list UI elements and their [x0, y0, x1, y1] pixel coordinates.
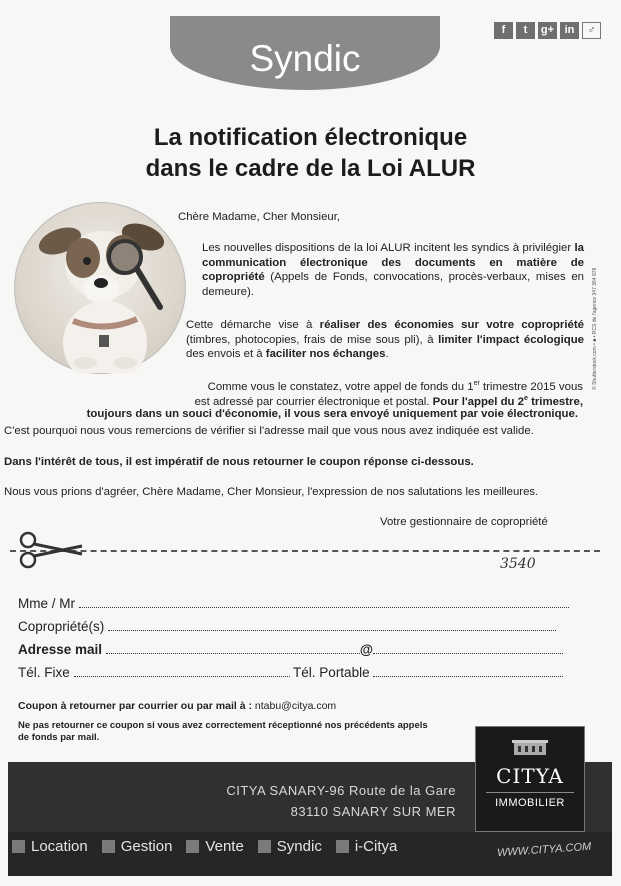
nav-location[interactable]: [12, 838, 88, 855]
nav-i-citya[interactable]: [336, 838, 398, 855]
p3-a2: trimestre 2015 vous: [479, 380, 583, 393]
greeting: Chère Madame, Cher Monsieur,: [178, 211, 341, 223]
cut-line: [10, 550, 600, 552]
logo-name: CITYA: [496, 764, 564, 788]
nav-i-citya-label: i-Citya: [354, 838, 398, 855]
p2-b-bold: limiter l'impact: [438, 333, 520, 346]
field-tel-fixe-label: Tél. Fixe: [18, 665, 70, 680]
signature: Votre gestionnaire de copropriété: [380, 516, 548, 528]
p1-line-a: Les nouvelles dispositions de la loi ALUR incitent les syndics à privilégier: [202, 242, 572, 254]
footer-nav: [12, 838, 397, 855]
p3-b-bold2: trimestre,: [527, 395, 583, 408]
field-tel-row[interactable]: [18, 665, 563, 680]
field-copro-row[interactable]: [18, 619, 556, 634]
field-email-row[interactable]: [18, 642, 563, 657]
viadeo-icon[interactable]: ♂: [582, 22, 601, 39]
field-email-line-right[interactable]: [373, 642, 563, 654]
google-plus-icon[interactable]: g+: [538, 22, 557, 39]
field-copro-label: Copropriété(s): [18, 619, 105, 634]
website-link[interactable]: WWW.CITYA.COM: [496, 840, 592, 860]
paragraph-1: [202, 241, 584, 299]
syndic-header-tab: [170, 16, 440, 90]
title-line-1: La notification électronique: [153, 124, 468, 151]
nav-syndic-label: Syndic: [276, 838, 322, 855]
field-name-line[interactable]: [79, 596, 569, 608]
nav-gestion[interactable]: [102, 838, 173, 855]
building-icon: [510, 737, 550, 757]
p3-b-bold1: Pour l'appel du 2: [432, 395, 524, 408]
return-label: Coupon à retourner par courrier ou par mail à :: [18, 700, 255, 712]
square-bullet-icon: [102, 840, 115, 853]
nav-gestion-label: Gestion: [120, 838, 173, 855]
p2-b: (timbres, photocopies, frais de mise sous pli), à: [186, 333, 439, 346]
p3-a1: Comme vous le constatez, votre appel de fonds du 1: [207, 380, 474, 393]
p1-line-b: la communication électronique des documents en matière de: [202, 242, 584, 269]
p4-bold: Dans l'intérêt de tous, il est impératif de nous retourner le coupon réponse ci-dessous.: [4, 456, 474, 468]
nav-location-label: Location: [31, 838, 88, 855]
nav-vente[interactable]: [186, 838, 243, 855]
facebook-icon[interactable]: f: [494, 22, 513, 39]
field-email-line-left[interactable]: [106, 642, 360, 654]
field-tel-portable-line[interactable]: [373, 665, 563, 677]
square-bullet-icon: [336, 840, 349, 853]
paragraph-4: [4, 455, 474, 470]
citya-logo: [475, 726, 585, 832]
p1-line-c: (Appels de Fonds, convocations, procès-verbaux, mises: [264, 271, 566, 284]
p2-c: des envois et à: [186, 348, 266, 361]
p1-line-d: en demeure).: [202, 271, 584, 298]
coupon-note: Ne pas retourner ce coupon si vous avez correctement réceptionné nos précédents appels de fonds par mail.: [18, 720, 428, 743]
page-title: [0, 122, 621, 184]
syndic-tab-label: Syndic: [249, 38, 361, 79]
handwritten-number: 3540: [500, 556, 536, 572]
paragraph-3-line-c: [0, 407, 578, 422]
p2-c-end: .: [385, 348, 389, 361]
address-line-1: CITYA SANARY-96 Route de la Gare: [226, 783, 456, 798]
p1-copropriete: copropriété: [202, 271, 265, 284]
social-icons: [494, 22, 601, 39]
square-bullet-icon: [258, 840, 271, 853]
nav-vente-label: Vente: [205, 838, 244, 855]
logo-sub: IMMOBILIER: [486, 792, 574, 809]
nav-syndic[interactable]: [258, 838, 322, 855]
paragraph-5: Nous vous prions d'agréer, Chère Madame, Cher Monsieur, l'expression de nos salutations les meilleures.: [4, 486, 539, 498]
square-bullet-icon: [186, 840, 199, 853]
p3-c-bold: toujours dans un souci d'économie, il vous sera envoyé uniquement par voie électronique.: [86, 408, 578, 420]
square-bullet-icon: [12, 840, 25, 853]
field-copro-line[interactable]: [108, 619, 556, 631]
field-name-row[interactable]: [18, 596, 569, 611]
dog-photo: [14, 202, 186, 374]
p3-b-sup: e: [524, 395, 528, 402]
field-tel-portable-label: Tél. Portable: [293, 665, 370, 680]
field-tel-fixe-line[interactable]: [74, 665, 290, 677]
linkedin-icon[interactable]: in: [560, 22, 579, 39]
p3-b1: est adressé par courrier électronique et postal.: [194, 395, 433, 408]
field-name-label: Mme / Mr: [18, 596, 75, 611]
return-email[interactable]: ntabu@citya.com: [254, 700, 337, 712]
agency-address: [226, 780, 456, 822]
paragraph-3-line-d: C'est pourquoi nous vous remercions de vérifier si l'adresse mail que vous nous avez indiquée est valide.: [4, 425, 534, 437]
paragraph-2: [186, 318, 584, 362]
field-email-label: Adresse mail: [18, 642, 103, 657]
title-line-2: dans le cadre de la Loi ALUR: [145, 155, 476, 182]
scissors-icon: [16, 530, 86, 570]
p2-c-bold2: faciliter nos échanges: [265, 348, 386, 361]
p2-a: Cette démarche vise à: [186, 319, 320, 331]
photo-credit: © Shutterstock.com • ■ • RCS de l'agence 347 364 878: [592, 267, 598, 390]
return-instructions: [18, 700, 336, 712]
address-line-2: 83110 SANARY SUR MER: [290, 804, 456, 819]
p2-a-bold: réaliser des économies sur votre copropriété: [319, 319, 584, 331]
p3-a-sup: er: [473, 380, 480, 387]
p2-c-bold1: écologique: [523, 333, 585, 346]
at-sign: @: [359, 642, 373, 657]
dog-illustration-icon: [15, 203, 185, 373]
twitter-icon[interactable]: t: [516, 22, 535, 39]
